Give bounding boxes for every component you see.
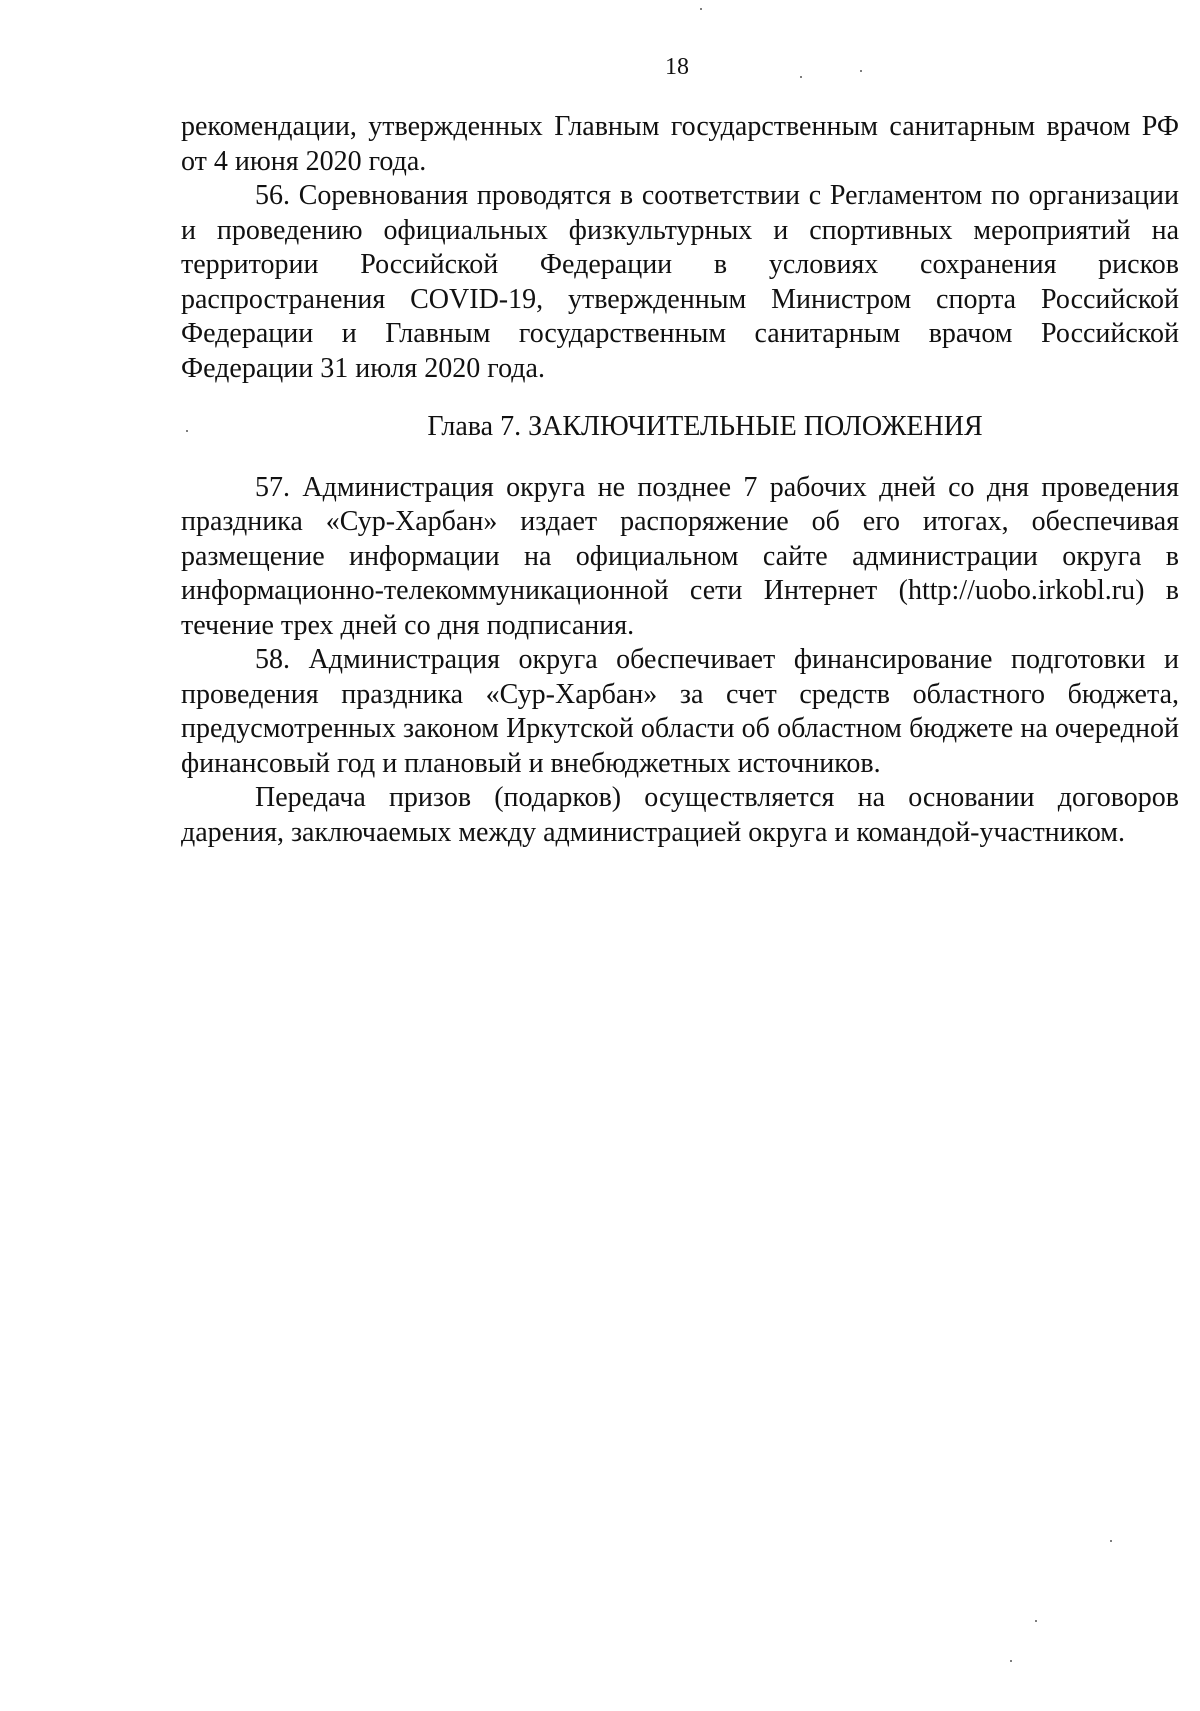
paragraph-continuation: рекомендации, утвержденных Главным государственным санитарным врачом РФ от 4 июня 2020 года. [181, 111, 1179, 177]
chapter-heading: Глава 7. ЗАКЛЮЧИТЕЛЬНЫЕ ПОЛОЖЕНИЯ [427, 411, 983, 442]
scan-speck [1110, 1540, 1112, 1542]
paragraph-57: 57. Администрация округа не позднее 7 рабочих дней со дня проведения праздника «Сур-Харбан» издает распоряжение об его итогах, обеспечивая размещение информации на официальном сайте администрации округа в информационно-телекоммуникационной сети Интернет (http://uobo.irkobl.ru) в течение трех дней со дня подписания. [181, 471, 1179, 641]
scan-speck [860, 70, 862, 72]
scan-speck [700, 8, 702, 10]
page-number: 18 [665, 54, 689, 80]
scan-speck [800, 76, 802, 78]
paragraph-58: 58. Администрация округа обеспечивает финансирование подготовки и проведения праздника «Сур-Харбан» за счет средств областного бюджета, предусмотренных законом Иркутской области об областном бюджете на очередной финансовый год и плановый и внебюджетных источников. [181, 644, 1179, 779]
document-body [181, 110, 1179, 850]
paragraph-gifts-transfer: Передача призов (подарков) осуществляется на основании договоров дарения, заключаемых между администрацией округа и командой-участником. [181, 782, 1179, 848]
paragraph-56: 56. Соревнования проводятся в соответствии с Регламентом по организации и проведению официальных физкультурных и спортивных мероприятий на территории Российской Федерации в условиях сохранения рисков распространения COVID-19, утвержденным Министром спорта Российской Федерации и Главным государственным санитарным врачом Российской Федерации 31 июля 2020 года. [181, 180, 1179, 384]
scan-speck [1035, 1620, 1037, 1622]
scan-speck [1010, 1660, 1012, 1662]
scan-speck [186, 430, 188, 432]
